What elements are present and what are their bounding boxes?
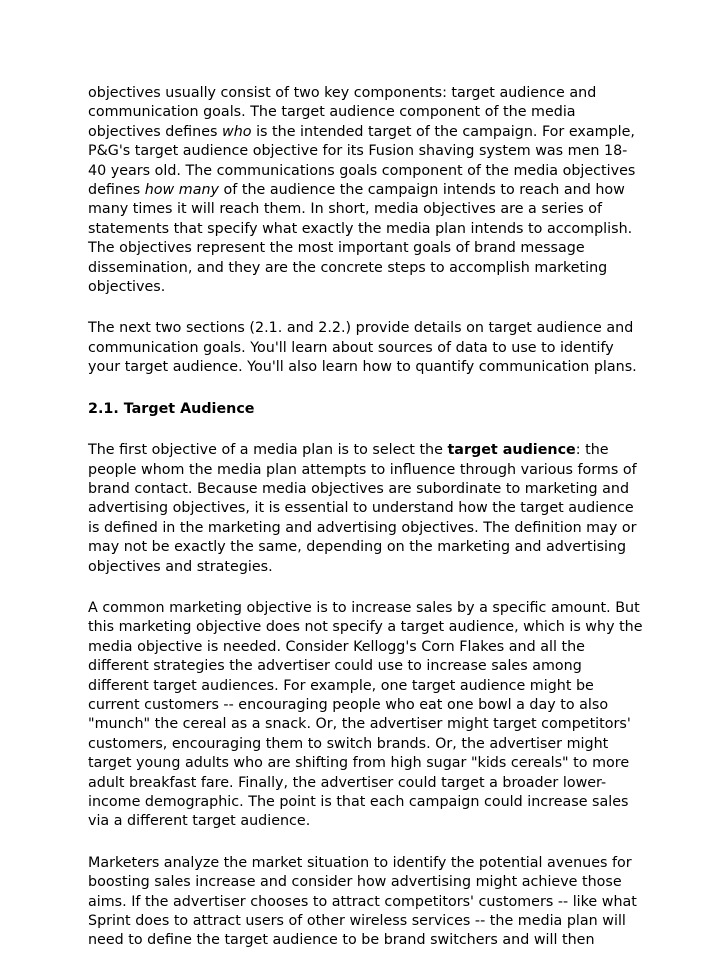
paragraph-market-analysis — [88, 854, 648, 951]
text-line: statements that specify what exactly the media plan intends to accomplish. — [88, 220, 633, 237]
paragraph-target-audience — [88, 441, 648, 577]
text-line: is defined in the marketing and advertising objectives. The definition may or — [88, 519, 637, 536]
text-line: Sprint does to attract users of other wireless services -- the media plan will — [88, 913, 626, 930]
text-line — [88, 181, 648, 200]
text-line: media objective is needed. Consider Kellogg's Corn Flakes and all the — [88, 638, 585, 655]
text-line: The next two sections (2.1. and 2.2.) provide details on target audience and — [88, 320, 634, 337]
text-line: objectives usually consist of two key components: target audience and — [88, 85, 597, 101]
text-line: target young adults who are shifting from high sugar "kids cereals" to more — [88, 755, 630, 772]
text-line: your target audience. You'll also learn how to quantify communication plans. — [88, 359, 637, 376]
italic-term: how many — [144, 182, 219, 199]
paragraph-media-objectives — [88, 84, 648, 297]
text-line: "munch" the cereal as a snack. Or, the advertiser might target competitors' — [88, 716, 631, 733]
text-run: objectives defines — [88, 123, 223, 140]
text-line — [88, 123, 648, 142]
text-line: brand contact. Because media objectives are subordinate to marketing and — [88, 480, 630, 497]
text-run: is the intended target of the campaign. For example, — [251, 123, 635, 140]
paragraph-next-sections — [88, 319, 648, 377]
text-line: aims. If the advertiser chooses to attract competitors' customers -- like what — [88, 893, 637, 910]
text-line: may not be exactly the same, depending on the marketing and advertising — [88, 539, 627, 556]
text-line: 40 years old. The communications goals component of the media objectives — [88, 162, 636, 179]
italic-term: who — [222, 123, 252, 140]
text-line: adult breakfast fare. Finally, the advertiser could target a broader lower- — [88, 774, 607, 791]
text-line: The objectives represent the most important goals of brand message — [88, 240, 585, 257]
text-line: people whom the media plan attempts to influence through various forms of — [88, 461, 637, 478]
paragraph-marketing-objective — [88, 599, 648, 832]
text-line: Marketers analyze the market situation to identify the potential avenues for — [88, 854, 632, 871]
document-page — [88, 84, 648, 973]
text-line: boosting sales increase and consider how advertising might achieve those — [88, 874, 622, 891]
text-line: via a different target audience. — [88, 813, 311, 830]
text-line: communication goals. The target audience component of the media — [88, 104, 576, 121]
section-heading: 2.1. Target Audience — [88, 400, 255, 417]
text-line: this marketing objective does not specify a target audience, which is why the — [88, 619, 643, 636]
text-line: many times it will reach them. In short, media objectives are a series of — [88, 201, 603, 218]
text-line: A common marketing objective is to increase sales by a specific amount. But — [88, 599, 640, 616]
text-line: objectives. — [88, 279, 166, 296]
text-line: different target audiences. For example, one target audience might be — [88, 677, 594, 694]
text-run: of the audience the campaign intends to reach and how — [219, 182, 625, 199]
bold-term: target audience — [447, 442, 576, 459]
text-line: objectives and strategies. — [88, 558, 273, 575]
text-line — [88, 441, 648, 460]
text-line: different strategies the advertiser could use to increase sales among — [88, 658, 582, 675]
text-line: customers, encouraging them to switch brands. Or, the advertiser might — [88, 735, 609, 752]
text-line: communication goals. You'll learn about sources of data to use to identify — [88, 339, 614, 356]
text-run: defines — [88, 182, 145, 199]
text-line: dissemination, and they are the concrete steps to accomplish marketing — [88, 259, 608, 276]
text-line: income demographic. The point is that each campaign could increase sales — [88, 794, 629, 810]
text-run: : the — [575, 442, 609, 459]
text-line: need to define the target audience to be brand switchers and will then — [88, 932, 595, 949]
text-run: The first objective of a media plan is to select the — [88, 442, 448, 459]
text-line: current customers -- encouraging people who eat one bowl a day to also — [88, 696, 609, 713]
text-line: P&G's target audience objective for its Fusion shaving system was men 18- — [88, 143, 628, 160]
text-line: advertising objectives, it is essential to understand how the target audience — [88, 500, 634, 517]
